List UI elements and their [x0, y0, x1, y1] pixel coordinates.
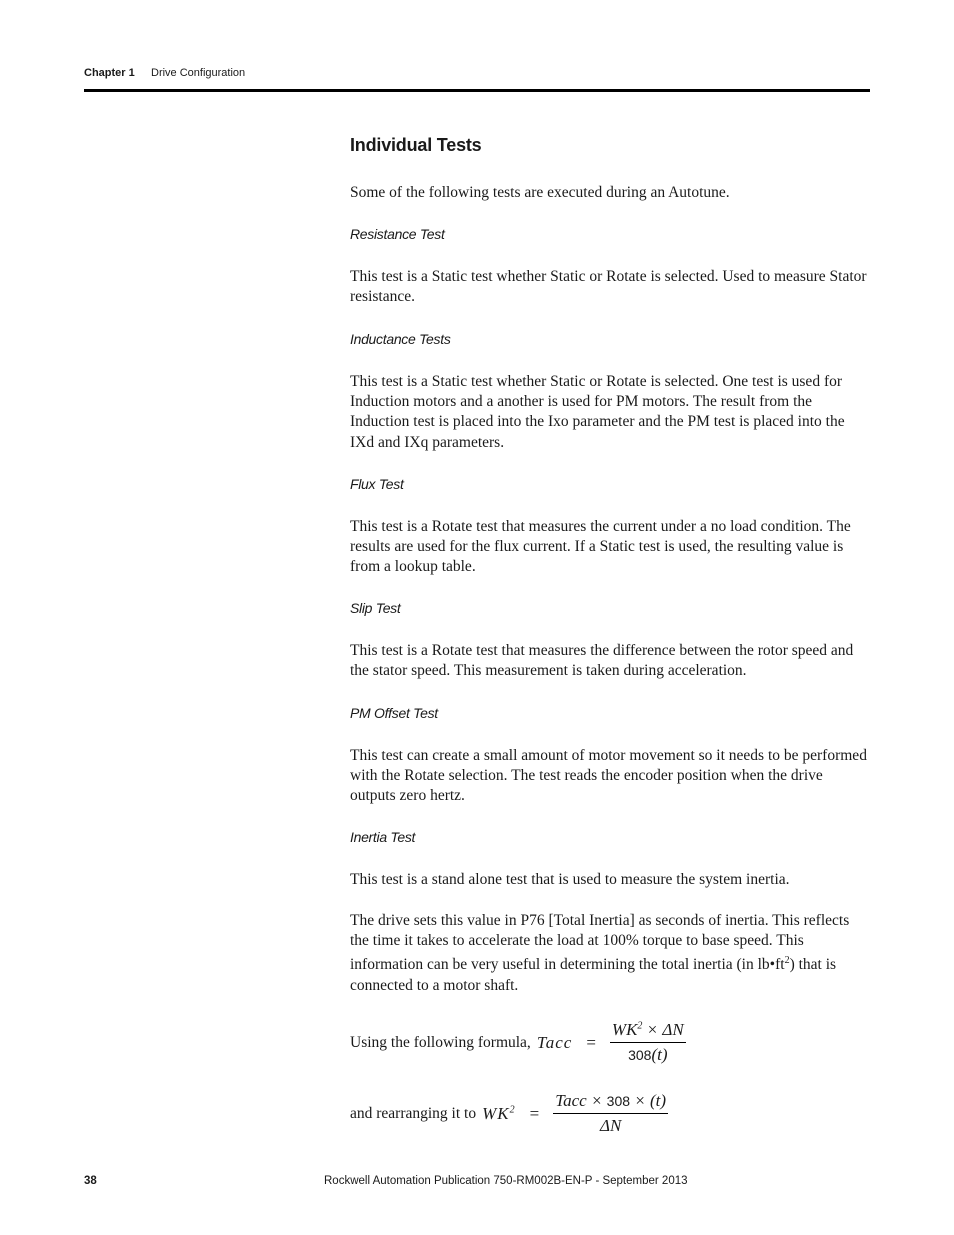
publication-info: Rockwell Automation Publication 750-RM002B-EN-P - September 2013 — [324, 1175, 688, 1187]
formula1-denominator — [628, 1043, 667, 1065]
inductance-tests-heading: Inductance Tests — [350, 331, 451, 347]
slip-test-heading: Slip Test — [350, 600, 401, 616]
formula2-prefix: and rearranging it to — [350, 1104, 477, 1122]
pm-offset-test-text: This test can create a small amount of motor movement so it needs to be performed with the Rotate selection. The test reads the encoder position when the drive outputs zero hertz. — [350, 747, 867, 805]
inductance-tests-text: This test is a Static test whether Static or Rotate is selected. One test is used for Induction motors and a another is used for PM motors. The result from the Induction test is placed into the Ixo parameter and the PM test is placed into the IXd and IXq parameters. — [350, 373, 845, 451]
formula2-lhs-exponent: 2 — [509, 1103, 516, 1115]
pm-offset-test-heading: PM Offset Test — [350, 705, 438, 721]
formula2-numerator — [553, 1091, 668, 1114]
formula1-numerator — [610, 1020, 686, 1043]
formula1-den-close: ) — [661, 1045, 668, 1064]
formula1-num-exponent: 2 — [637, 1020, 643, 1032]
inertia-text-start: The drive sets this value in P76 [Total Inertia] as seconds of inertia. This reflects the time it takes to accelerate the load at 100% torque to base speed. This information can be very useful in determining the total inertia (in lb — [350, 912, 850, 974]
formula2-fraction — [553, 1091, 668, 1136]
formula2-equals: = — [529, 1103, 540, 1123]
resistance-test-heading: Resistance Test — [350, 226, 445, 242]
formula1-fraction — [610, 1020, 686, 1065]
header-rule — [84, 89, 870, 92]
header-chapter: Chapter 1 — [84, 67, 135, 79]
formula1-den-constant: 308 — [628, 1047, 652, 1063]
formula-tacc — [350, 1020, 686, 1065]
inertia-text-end: ) that is connected to a motor shaft. — [350, 956, 837, 994]
header-title: Drive Configuration — [151, 67, 246, 79]
inertia-test-text: This test is a stand alone test that is used to measure the system inertia. — [350, 871, 790, 888]
formula1-prefix: Using the following formula, — [350, 1033, 531, 1051]
inertia-test-heading: Inertia Test — [350, 829, 416, 845]
section-title: Individual Tests — [350, 135, 482, 155]
flux-test-text: This test is a Rotate test that measures the current under a no load condition. The results are used for the flux current. If a Static test is used, the resulting value is from a lookup table. — [350, 518, 851, 576]
formula2-num-times: × ( — [630, 1091, 656, 1110]
formula2-lhs — [482, 1104, 516, 1124]
formula1-den-open: ( — [651, 1045, 658, 1064]
formula2-lhs-wk: WK — [482, 1103, 510, 1123]
formula1-equals: = — [586, 1032, 596, 1052]
formula-wk2 — [350, 1091, 668, 1136]
slip-test-text: This test is a Rotate test that measures the difference between the rotor speed and the stator speed. This measurement is taken during acceleration. — [350, 642, 854, 680]
page-number: 38 — [84, 1175, 97, 1187]
inertia-paragraph — [350, 911, 870, 996]
bullet-symbol: • — [769, 956, 776, 974]
formula2-num-var: t — [655, 1091, 661, 1110]
formula2-num-tacc: Tacc × — [555, 1091, 607, 1110]
resistance-test-text: This test is a Static test whether Static or Rotate is selected. Used to measure Stator resistance. — [350, 268, 867, 306]
intro-paragraph: Some of the following tests are executed during an Autotune. — [350, 184, 730, 201]
unit-exponent: 2 — [784, 955, 790, 967]
unit-ft: ft — [775, 956, 785, 974]
formula2-num-close: ) — [660, 1091, 667, 1110]
formula1-num-wk: WK — [611, 1020, 638, 1039]
formula1-num-rest: × ΔN — [642, 1020, 684, 1039]
formula1-lhs: Tacc — [536, 1032, 573, 1052]
formula2-num-constant: 308 — [606, 1093, 631, 1109]
flux-test-heading: Flux Test — [350, 476, 404, 492]
formula2-denominator: ΔN — [599, 1116, 622, 1135]
formula1-den-var: t — [657, 1045, 662, 1064]
